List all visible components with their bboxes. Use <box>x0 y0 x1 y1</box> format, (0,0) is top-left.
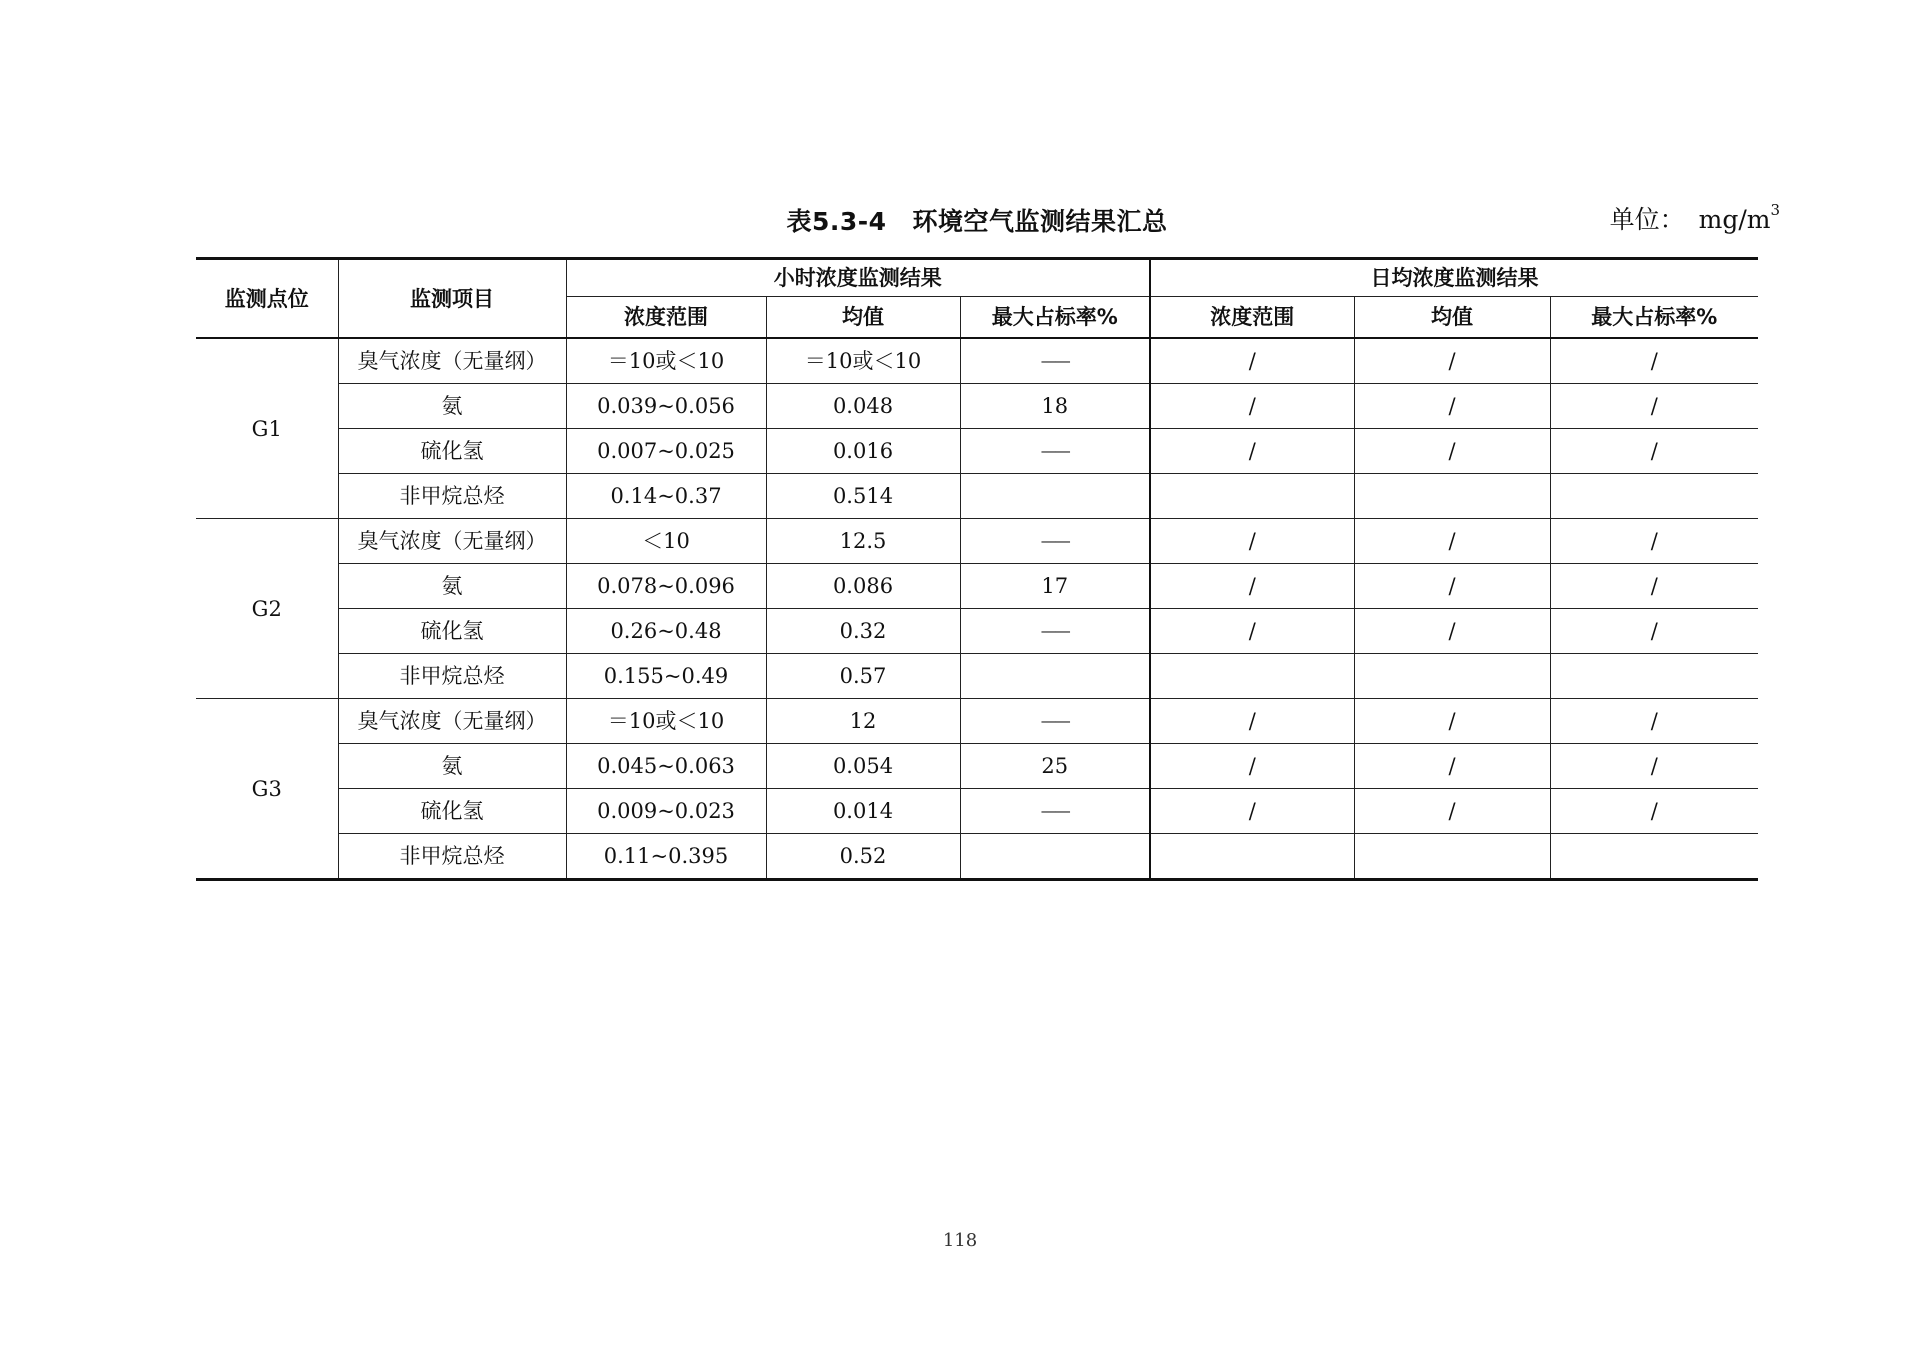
header-hourly-range: 浓度范围 <box>566 297 766 339</box>
daily-range-cell <box>1150 474 1354 519</box>
daily-range-cell <box>1150 654 1354 699</box>
daily-range-cell: / <box>1150 789 1354 834</box>
hourly-range-cell: 0.007~0.025 <box>566 429 766 474</box>
hourly-mean-cell: 12.5 <box>766 519 960 564</box>
page-number: 118 <box>942 1230 978 1251</box>
header-daily-group: 日均浓度监测结果 <box>1150 259 1758 297</box>
daily-max-cell: / <box>1550 699 1758 744</box>
item-cell: 氨 <box>338 384 566 429</box>
table-row <box>196 384 1758 429</box>
header-daily-mean: 均值 <box>1354 297 1550 339</box>
daily-mean-cell: / <box>1354 384 1550 429</box>
hourly-max-cell: —— <box>960 789 1150 834</box>
table-row <box>196 429 1758 474</box>
daily-mean-cell: / <box>1354 699 1550 744</box>
hourly-mean-cell: 0.57 <box>766 654 960 699</box>
daily-max-cell: / <box>1550 744 1758 789</box>
hourly-mean-cell: ＝10或＜10 <box>766 338 960 384</box>
daily-range-cell: / <box>1150 609 1354 654</box>
hourly-mean-cell: 0.32 <box>766 609 960 654</box>
hourly-range-cell: 0.26~0.48 <box>566 609 766 654</box>
site-cell: G3 <box>196 699 338 880</box>
hourly-max-cell: —— <box>960 699 1150 744</box>
item-cell: 硫化氢 <box>338 609 566 654</box>
table-row <box>196 789 1758 834</box>
daily-mean-cell: / <box>1354 429 1550 474</box>
daily-mean-cell: / <box>1354 744 1550 789</box>
hourly-mean-cell: 0.054 <box>766 744 960 789</box>
daily-mean-cell <box>1354 654 1550 699</box>
item-cell: 氨 <box>338 564 566 609</box>
header-hourly-mean: 均值 <box>766 297 960 339</box>
unit-base: mg/m <box>1698 205 1771 234</box>
header-daily-max-rate: 最大占标率% <box>1550 297 1758 339</box>
table-number: 表5.3-4 <box>786 207 887 236</box>
daily-max-cell <box>1550 834 1758 880</box>
site-cell: G1 <box>196 338 338 519</box>
hourly-max-cell: —— <box>960 429 1150 474</box>
daily-range-cell: / <box>1150 699 1354 744</box>
item-cell: 硫化氢 <box>338 789 566 834</box>
daily-mean-cell <box>1354 834 1550 880</box>
daily-range-cell: / <box>1150 384 1354 429</box>
hourly-range-cell: 0.155~0.49 <box>566 654 766 699</box>
item-cell: 非甲烷总烃 <box>338 654 566 699</box>
daily-max-cell: / <box>1550 564 1758 609</box>
hourly-max-cell <box>960 474 1150 519</box>
item-cell: 硫化氢 <box>338 429 566 474</box>
daily-max-cell <box>1550 474 1758 519</box>
table-row <box>196 834 1758 880</box>
item-cell: 氨 <box>338 744 566 789</box>
hourly-range-cell: ＜10 <box>566 519 766 564</box>
table-row <box>196 564 1758 609</box>
table-row <box>196 474 1758 519</box>
hourly-range-cell: ＝10或＜10 <box>566 338 766 384</box>
hourly-mean-cell: 0.048 <box>766 384 960 429</box>
hourly-mean-cell: 0.52 <box>766 834 960 880</box>
daily-mean-cell: / <box>1354 609 1550 654</box>
table-row <box>196 609 1758 654</box>
daily-mean-cell <box>1354 474 1550 519</box>
daily-mean-cell: / <box>1354 519 1550 564</box>
daily-range-cell <box>1150 834 1354 880</box>
table-title-text: 环境空气监测结果汇总 <box>912 207 1168 236</box>
item-cell: 臭气浓度（无量纲） <box>338 519 566 564</box>
table-caption <box>196 200 1780 240</box>
hourly-max-cell: 18 <box>960 384 1150 429</box>
hourly-range-cell: 0.045~0.063 <box>566 744 766 789</box>
table-row <box>196 519 1758 564</box>
daily-max-cell: / <box>1550 338 1758 384</box>
daily-range-cell: / <box>1150 564 1354 609</box>
table-title <box>196 202 1758 238</box>
hourly-max-cell: —— <box>960 519 1150 564</box>
hourly-mean-cell: 0.514 <box>766 474 960 519</box>
hourly-range-cell: ＝10或＜10 <box>566 699 766 744</box>
header-daily-range: 浓度范围 <box>1150 297 1354 339</box>
hourly-range-cell: 0.039~0.056 <box>566 384 766 429</box>
daily-max-cell: / <box>1550 384 1758 429</box>
daily-range-cell: / <box>1150 429 1354 474</box>
daily-range-cell: / <box>1150 338 1354 384</box>
hourly-mean-cell: 0.086 <box>766 564 960 609</box>
table-row <box>196 654 1758 699</box>
item-cell: 非甲烷总烃 <box>338 834 566 880</box>
header-item: 监测项目 <box>338 259 566 339</box>
hourly-range-cell: 0.11~0.395 <box>566 834 766 880</box>
table-row <box>196 744 1758 789</box>
header-site: 监测点位 <box>196 259 338 339</box>
item-cell: 臭气浓度（无量纲） <box>338 338 566 384</box>
hourly-max-cell: —— <box>960 338 1150 384</box>
hourly-range-cell: 0.009~0.023 <box>566 789 766 834</box>
hourly-max-cell: 25 <box>960 744 1150 789</box>
daily-max-cell: / <box>1550 789 1758 834</box>
hourly-max-cell: 17 <box>960 564 1150 609</box>
monitoring-results-table <box>196 257 1758 881</box>
hourly-range-cell: 0.14~0.37 <box>566 474 766 519</box>
item-cell: 非甲烷总烃 <box>338 474 566 519</box>
unit-label: 单位： <box>1609 205 1685 234</box>
daily-mean-cell: / <box>1354 564 1550 609</box>
header-hourly-group: 小时浓度监测结果 <box>566 259 1150 297</box>
daily-max-cell: / <box>1550 429 1758 474</box>
daily-mean-cell: / <box>1354 789 1550 834</box>
daily-max-cell <box>1550 654 1758 699</box>
site-cell: G2 <box>196 519 338 699</box>
item-cell: 臭气浓度（无量纲） <box>338 699 566 744</box>
table-row <box>196 338 1758 384</box>
hourly-max-cell <box>960 654 1150 699</box>
hourly-mean-cell: 0.016 <box>766 429 960 474</box>
hourly-max-cell: —— <box>960 609 1150 654</box>
daily-range-cell: / <box>1150 519 1354 564</box>
hourly-mean-cell: 0.014 <box>766 789 960 834</box>
hourly-max-cell <box>960 834 1150 880</box>
daily-mean-cell: / <box>1354 338 1550 384</box>
hourly-range-cell: 0.078~0.096 <box>566 564 766 609</box>
unit-note <box>1610 200 1780 236</box>
daily-max-cell: / <box>1550 609 1758 654</box>
unit-exponent: 3 <box>1770 200 1780 219</box>
table-row <box>196 699 1758 744</box>
hourly-mean-cell: 12 <box>766 699 960 744</box>
header-hourly-max-rate: 最大占标率% <box>960 297 1150 339</box>
daily-max-cell: / <box>1550 519 1758 564</box>
daily-range-cell: / <box>1150 744 1354 789</box>
table-body <box>196 338 1758 880</box>
